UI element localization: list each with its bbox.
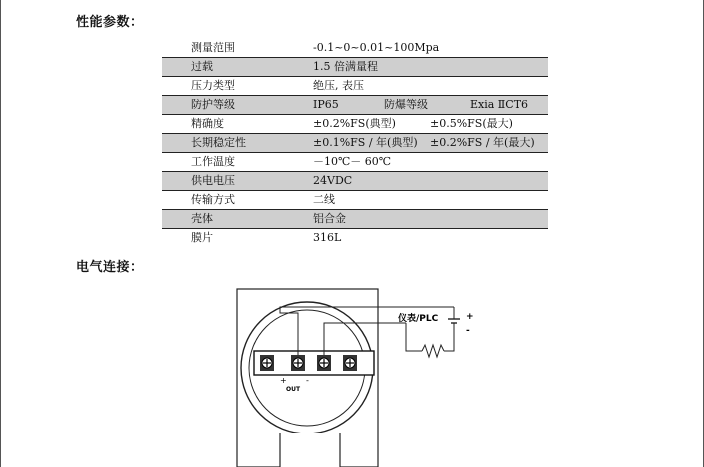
spec-row-voltage (162, 172, 548, 191)
spec-label: 防护等级 (191, 98, 235, 111)
spec-extra-label: 防爆等级 (384, 98, 428, 111)
spec-row-overload (162, 58, 548, 77)
spec-label: 压力类型 (191, 79, 235, 92)
section-title-performance: 性能参数： (76, 15, 144, 30)
spec-value: 24VDC (313, 174, 353, 187)
minus-sign: - (466, 326, 470, 336)
spec-label: 供电电压 (191, 174, 235, 187)
wiring-lines (230, 285, 490, 467)
spec-value: -0.1~0~0.01~100Mpa (313, 41, 440, 54)
spec-value: 1.5 倍满量程 (313, 60, 378, 73)
spec-label: 工作温度 (191, 155, 235, 168)
resistor-symbol (422, 345, 444, 357)
spec-label: 过载 (191, 60, 213, 73)
spec-label: 长期稳定性 (191, 136, 246, 149)
negative-wire (324, 323, 406, 355)
spec-row-accuracy (162, 115, 548, 134)
spec-value: －10℃－ 60℃ (313, 155, 392, 168)
spec-value: 二线 (313, 193, 335, 206)
terminal-plus-label: + (280, 376, 287, 385)
spec-value: 绝压, 表压 (313, 79, 364, 92)
spec-label: 膜片 (191, 231, 213, 244)
spec-row-pressure-type (162, 77, 548, 96)
spec-table (162, 39, 548, 247)
terminal-minus-label: - (306, 376, 309, 385)
spec-extra-value: ±0.2%FS / 年(最大) (430, 136, 535, 149)
spec-row-range (162, 39, 548, 58)
spec-value: 铝合金 (313, 212, 346, 225)
spec-value: IP65 (313, 98, 339, 111)
page-border-left (0, 0, 1, 467)
plus-sign: + (466, 312, 474, 322)
spec-label: 精确度 (191, 117, 224, 130)
spec-value: ±0.2%FS(典型) (313, 117, 396, 130)
out-label: OUT (286, 386, 301, 393)
spec-row-temperature (162, 153, 548, 172)
instrument-label: 仪表/PLC (398, 314, 439, 324)
spec-label: 传输方式 (191, 193, 235, 206)
spec-extra-value: ±0.5%FS(最大) (430, 117, 513, 130)
spec-row-transmission (162, 191, 548, 210)
spec-label: 测量范围 (191, 41, 235, 54)
section-title-wiring: 电气连接： (76, 260, 144, 275)
spec-label: 壳体 (191, 212, 213, 225)
spec-value: ±0.1%FS / 年(典型) (313, 136, 418, 149)
spec-value: 316L (313, 231, 342, 244)
spec-row-protection (162, 96, 548, 115)
spec-row-housing (162, 210, 548, 229)
spec-extra-value: Exia ⅡCT6 (470, 98, 529, 111)
spec-row-stability (162, 134, 548, 153)
spec-row-diaphragm (162, 229, 548, 247)
